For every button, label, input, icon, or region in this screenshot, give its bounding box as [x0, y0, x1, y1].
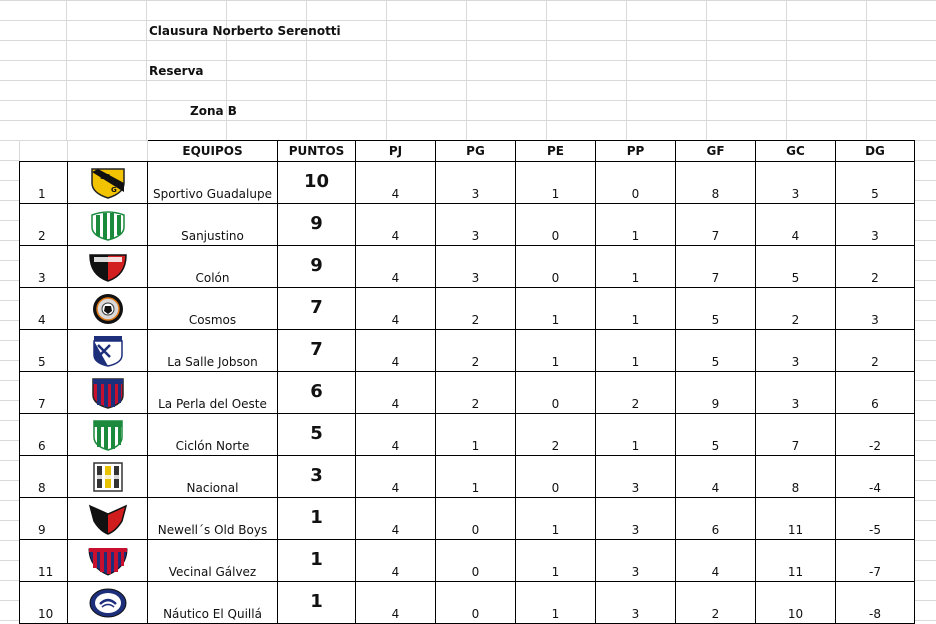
position-cell[interactable]: 7 — [20, 372, 68, 414]
pp-cell[interactable]: 0 — [596, 162, 676, 204]
pj-cell[interactable]: 4 — [356, 204, 436, 246]
team-name-cell[interactable]: Vecinal Gálvez — [148, 540, 278, 582]
dg-cell[interactable]: 2 — [836, 246, 915, 288]
table-row — [20, 414, 915, 456]
logo-cell[interactable] — [68, 498, 148, 540]
pj-cell[interactable]: 4 — [356, 582, 436, 624]
table-row — [20, 330, 915, 372]
header-pj[interactable]: PJ — [356, 141, 436, 162]
points-cell[interactable]: 10 — [278, 162, 356, 204]
sanjustino-badge-icon — [88, 209, 128, 241]
gf-cell[interactable]: 4 — [676, 456, 756, 498]
pj-cell[interactable]: 4 — [356, 414, 436, 456]
table-row — [20, 456, 915, 498]
dg-cell[interactable]: 5 — [836, 162, 915, 204]
header-gc[interactable]: GC — [756, 141, 836, 162]
gc-cell[interactable]: 11 — [756, 540, 836, 582]
gf-cell[interactable]: 5 — [676, 330, 756, 372]
header-gf[interactable]: GF — [676, 141, 756, 162]
sportivo-guadalupe-badge-icon — [88, 167, 128, 199]
header-pe[interactable]: PE — [516, 141, 596, 162]
header-equipos[interactable]: EQUIPOS — [148, 141, 278, 162]
pe-cell[interactable]: 1 — [516, 330, 596, 372]
logo-cell[interactable] — [68, 456, 148, 498]
team-name-cell[interactable]: Nacional — [148, 456, 278, 498]
table-row — [20, 246, 915, 288]
table-row — [20, 540, 915, 582]
table-row — [20, 582, 915, 624]
zone-title: Zona B — [190, 104, 237, 118]
pj-cell[interactable]: 4 — [356, 498, 436, 540]
position-cell[interactable]: 8 — [20, 456, 68, 498]
team-name-cell[interactable]: Colón — [148, 246, 278, 288]
logo-cell[interactable] — [68, 540, 148, 582]
pj-cell[interactable]: 4 — [356, 540, 436, 582]
logo-cell[interactable] — [68, 162, 148, 204]
nacional-badge-icon — [88, 461, 128, 493]
standings-table — [19, 140, 915, 624]
header-pp[interactable]: PP — [596, 141, 676, 162]
la-salle-jobson-badge-icon — [88, 335, 128, 367]
logo-cell[interactable] — [68, 372, 148, 414]
logo-cell[interactable] — [68, 246, 148, 288]
header-row — [20, 141, 915, 162]
pg-cell[interactable]: 1 — [436, 414, 516, 456]
pg-cell[interactable]: 2 — [436, 330, 516, 372]
vecinal-galvez-badge-icon — [88, 545, 128, 577]
position-cell[interactable]: 3 — [20, 246, 68, 288]
dg-cell[interactable]: -5 — [836, 498, 915, 540]
pe-cell[interactable]: 1 — [516, 540, 596, 582]
pp-cell[interactable]: 3 — [596, 582, 676, 624]
logo-cell[interactable] — [68, 204, 148, 246]
position-cell[interactable]: 11 — [20, 540, 68, 582]
pp-cell[interactable]: 3 — [596, 498, 676, 540]
gc-cell[interactable]: 11 — [756, 498, 836, 540]
pg-cell[interactable]: 3 — [436, 204, 516, 246]
gf-cell[interactable]: 8 — [676, 162, 756, 204]
dg-cell[interactable]: -7 — [836, 540, 915, 582]
gf-cell[interactable]: 5 — [676, 414, 756, 456]
header-blank-logo — [68, 141, 148, 162]
gc-cell[interactable]: 3 — [756, 372, 836, 414]
pp-cell[interactable]: 1 — [596, 288, 676, 330]
header-puntos[interactable]: PUNTOS — [278, 141, 356, 162]
points-cell[interactable]: 6 — [278, 372, 356, 414]
gf-cell[interactable]: 2 — [676, 582, 756, 624]
pp-cell[interactable]: 1 — [596, 414, 676, 456]
dg-cell[interactable]: -4 — [836, 456, 915, 498]
header-pg[interactable]: PG — [436, 141, 516, 162]
pe-cell[interactable]: 0 — [516, 372, 596, 414]
team-name-cell[interactable]: Cosmos — [148, 288, 278, 330]
team-name-cell[interactable]: Sportivo Guadalupe — [148, 162, 278, 204]
position-cell[interactable]: 1 — [20, 162, 68, 204]
pj-cell[interactable]: 4 — [356, 288, 436, 330]
pg-cell[interactable]: 0 — [436, 498, 516, 540]
pj-cell[interactable]: 4 — [356, 456, 436, 498]
pj-cell[interactable]: 4 — [356, 162, 436, 204]
position-cell[interactable]: 2 — [20, 204, 68, 246]
gc-cell[interactable]: 3 — [756, 330, 836, 372]
gf-cell[interactable]: 5 — [676, 288, 756, 330]
pg-cell[interactable]: 0 — [436, 582, 516, 624]
colon-badge-icon — [88, 251, 128, 283]
table-row — [20, 372, 915, 414]
gc-cell[interactable]: 4 — [756, 204, 836, 246]
pp-cell[interactable]: 3 — [596, 540, 676, 582]
gc-cell[interactable]: 7 — [756, 414, 836, 456]
points-cell[interactable]: 1 — [278, 540, 356, 582]
team-name-cell[interactable]: Newell´s Old Boys — [148, 498, 278, 540]
pg-cell[interactable]: 3 — [436, 162, 516, 204]
position-cell[interactable]: 4 — [20, 288, 68, 330]
pe-cell[interactable]: 0 — [516, 456, 596, 498]
dg-cell[interactable]: 6 — [836, 372, 915, 414]
points-cell[interactable]: 7 — [278, 330, 356, 372]
la-perla-del-oeste-badge-icon — [88, 377, 128, 409]
header-dg[interactable]: DG — [836, 141, 915, 162]
gc-cell[interactable]: 8 — [756, 456, 836, 498]
table-row — [20, 162, 915, 204]
pj-cell[interactable]: 4 — [356, 372, 436, 414]
table-row — [20, 204, 915, 246]
gf-cell[interactable]: 9 — [676, 372, 756, 414]
pp-cell[interactable]: 2 — [596, 372, 676, 414]
pp-cell[interactable]: 1 — [596, 330, 676, 372]
team-name-cell[interactable]: La Perla del Oeste — [148, 372, 278, 414]
pe-cell[interactable]: 1 — [516, 498, 596, 540]
svg-text:SP: SP — [99, 172, 110, 181]
pe-cell[interactable]: 1 — [516, 288, 596, 330]
nautico-el-quilla-badge-icon — [88, 587, 128, 619]
pe-cell[interactable]: 2 — [516, 414, 596, 456]
pg-cell[interactable]: 3 — [436, 246, 516, 288]
logo-cell[interactable] — [68, 330, 148, 372]
pe-cell[interactable]: 0 — [516, 246, 596, 288]
gc-cell[interactable]: 5 — [756, 246, 836, 288]
pp-cell[interactable]: 3 — [596, 456, 676, 498]
tournament-title: Clausura Norberto Serenotti — [149, 24, 341, 38]
pj-cell[interactable]: 4 — [356, 246, 436, 288]
points-cell[interactable]: 7 — [278, 288, 356, 330]
position-cell[interactable]: 10 — [20, 582, 68, 624]
pp-cell[interactable]: 1 — [596, 246, 676, 288]
pe-cell[interactable]: 0 — [516, 204, 596, 246]
gf-cell[interactable]: 7 — [676, 204, 756, 246]
table-row — [20, 288, 915, 330]
newells-old-boys-badge-icon — [88, 503, 128, 535]
dg-cell[interactable]: 3 — [836, 288, 915, 330]
points-cell[interactable]: 1 — [278, 582, 356, 624]
team-name-cell[interactable]: Ciclón Norte — [148, 414, 278, 456]
points-cell[interactable]: 3 — [278, 456, 356, 498]
points-cell[interactable]: 9 — [278, 246, 356, 288]
points-cell[interactable]: 1 — [278, 498, 356, 540]
header-blank-pos — [20, 141, 68, 162]
dg-cell[interactable]: -2 — [836, 414, 915, 456]
dg-cell[interactable]: -8 — [836, 582, 915, 624]
position-cell[interactable]: 9 — [20, 498, 68, 540]
pg-cell[interactable]: 1 — [436, 456, 516, 498]
team-name-cell[interactable]: Náutico El Quillá — [148, 582, 278, 624]
pg-cell[interactable]: 0 — [436, 540, 516, 582]
gf-cell[interactable]: 6 — [676, 498, 756, 540]
gc-cell[interactable]: 3 — [756, 162, 836, 204]
gf-cell[interactable]: 7 — [676, 246, 756, 288]
team-name-cell[interactable]: Sanjustino — [148, 204, 278, 246]
points-cell[interactable]: 5 — [278, 414, 356, 456]
points-cell[interactable]: 9 — [278, 204, 356, 246]
logo-cell[interactable] — [68, 288, 148, 330]
gc-cell[interactable]: 2 — [756, 288, 836, 330]
cosmos-badge-icon — [88, 293, 128, 325]
team-name-cell[interactable]: La Salle Jobson — [148, 330, 278, 372]
gc-cell[interactable]: 10 — [756, 582, 836, 624]
dg-cell[interactable]: 2 — [836, 330, 915, 372]
pg-cell[interactable]: 2 — [436, 372, 516, 414]
position-cell[interactable]: 5 — [20, 330, 68, 372]
pj-cell[interactable]: 4 — [356, 330, 436, 372]
gf-cell[interactable]: 4 — [676, 540, 756, 582]
dg-cell[interactable]: 3 — [836, 204, 915, 246]
pe-cell[interactable]: 1 — [516, 582, 596, 624]
ciclon-norte-badge-icon — [88, 419, 128, 451]
pg-cell[interactable]: 2 — [436, 288, 516, 330]
logo-cell[interactable] — [68, 414, 148, 456]
svg-text:G: G — [110, 185, 117, 194]
table-row — [20, 498, 915, 540]
logo-cell[interactable] — [68, 582, 148, 624]
pe-cell[interactable]: 1 — [516, 162, 596, 204]
division-title: Reserva — [149, 64, 204, 78]
pp-cell[interactable]: 1 — [596, 204, 676, 246]
position-cell[interactable]: 6 — [20, 414, 68, 456]
